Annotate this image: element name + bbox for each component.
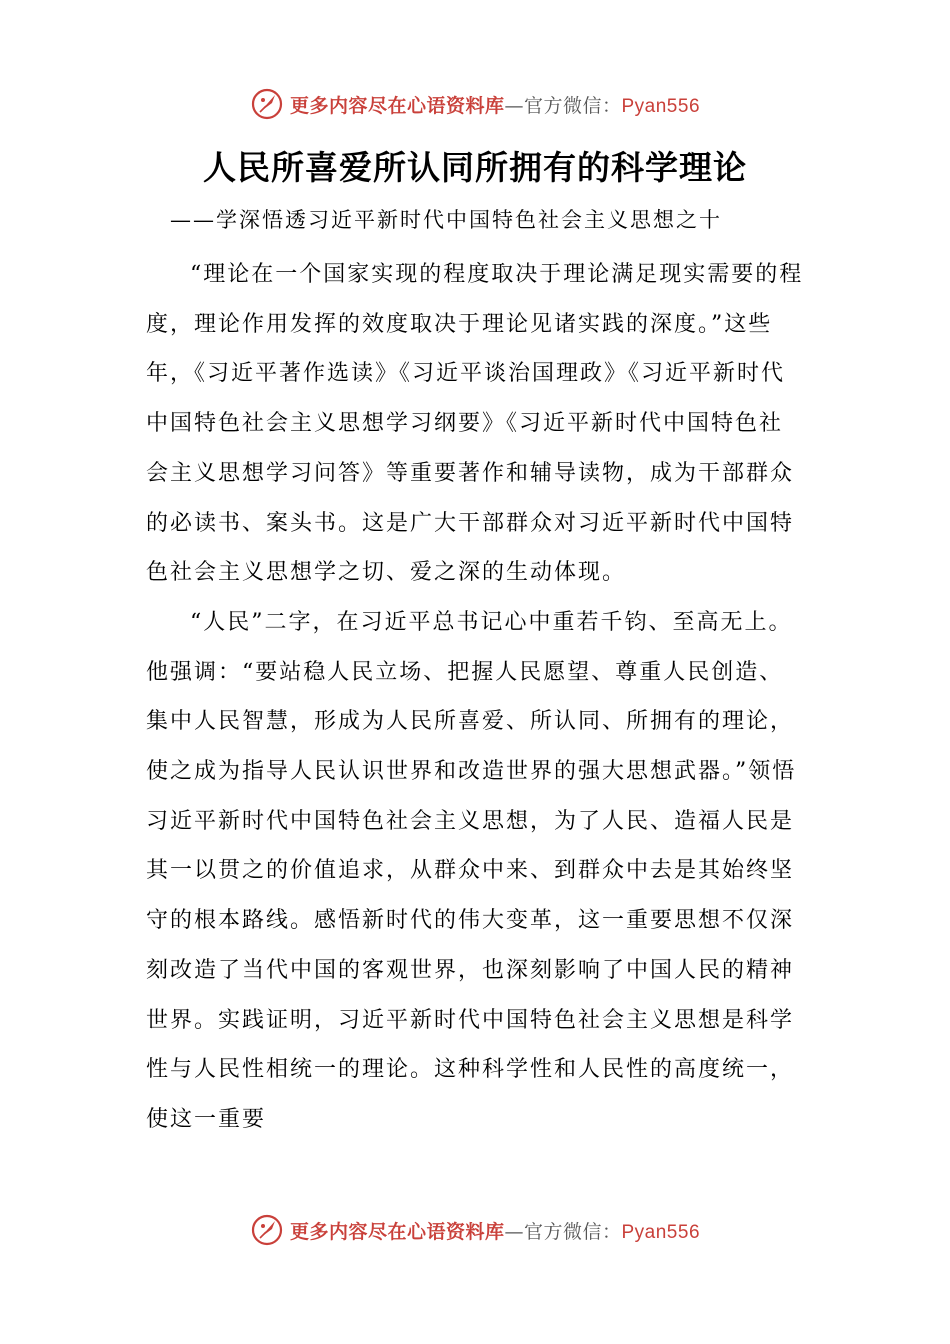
banner-brand: 更多内容尽在心语资料库 — [289, 94, 505, 117]
document-body — [146, 250, 806, 1145]
banner-separator: — — [504, 94, 524, 117]
paragraph: “人民”二字，在习近平总书记心中重若千钧、至高无上。他强调：“要站稳人民立场、把握人民愿望、尊重人民创造、集中人民智慧，形成为人民所喜爱、所认同、所拥有的理论，使之成为指导人民认识世界和改造世界的强大思想武器。”领悟习近平新时代中国特色社会主义思想，为了人民、造福人民是其一以贯之的价值追求，从群众中来、到群众中去是其始终坚守的根本路线。感悟新时代的伟大变革，这一重要思想不仅深刻改造了当代中国的客观世界，也深刻影响了中国人民的精神世界。实践证明，习近平新时代中国特色社会主义思想是科学性与人民性相统一的理论。这种科学性和人民性的高度统一，使这一重要 — [146, 609, 797, 1132]
paragraph: “理论在一个国家实现的程度取决于理论满足现实需要的程度，理论作用发挥的效度取决于理论见诸实践的深度。”这些年，《习近平著作选读》《习近平谈治国理政》《习近平新时代中国特色社会主义思想学习纲要》《习近平新时代中国特色社会主义思想学习问答》等重要著作和辅导读物，成为干部群众的必读书、案头书。这是广大干部群众对习近平新时代中国特色社会主义思想学之切、爱之深的生动体现。 — [146, 262, 804, 586]
quill-circle-logo-icon — [250, 87, 284, 121]
banner-wechat-id: Pyan556 — [621, 95, 701, 117]
quill-circle-logo-icon — [250, 1213, 284, 1247]
document-title: 人民所喜爱所认同所拥有的科学理论 — [203, 148, 747, 187]
banner-separator: — — [504, 1220, 524, 1243]
banner-wechat-id: Pyan556 — [621, 1221, 701, 1243]
document-subtitle: ——学深悟透习近平新时代中国特色社会主义思想之十 — [170, 208, 722, 232]
banner-label: 官方微信： — [523, 94, 622, 117]
header-banner — [0, 84, 950, 124]
banner-text — [290, 1217, 700, 1244]
banner-label: 官方微信： — [523, 1220, 622, 1243]
footer-banner — [0, 1210, 950, 1250]
banner-brand: 更多内容尽在心语资料库 — [289, 1220, 505, 1243]
banner-text — [290, 91, 700, 118]
